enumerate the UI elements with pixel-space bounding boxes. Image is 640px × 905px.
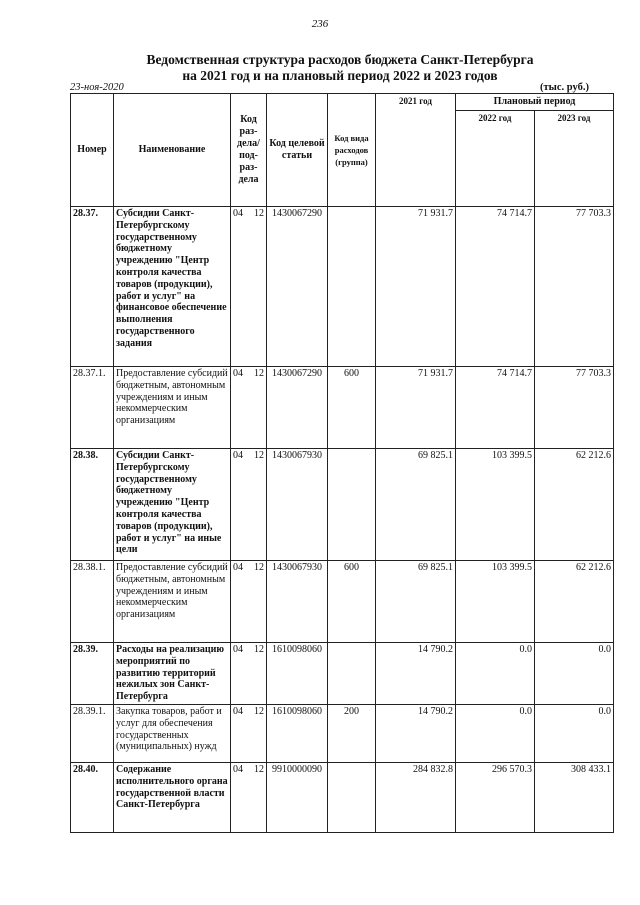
section-code: 04 xyxy=(233,208,243,219)
row-name: Субсидии Санкт-Петербургскому государственному бюджетному учреждению "Центр контроля качества товаров (продукции), работ и услуг" на финансовое обеспечение выполнения государственного задания xyxy=(114,207,231,367)
row-amount-2022: 74 714.7 xyxy=(456,207,535,367)
row-amount-2023: 77 703.3 xyxy=(535,207,614,367)
row-number: 28.37. xyxy=(71,207,114,367)
title-line-1: Ведомственная структура расходов бюджета Санкт-Петербурга xyxy=(146,52,534,67)
section-code: 04 xyxy=(233,562,243,573)
row-amount-2021: 71 931.7 xyxy=(376,367,456,449)
row-amount-2023: 62 212.6 xyxy=(535,449,614,561)
row-expense-type xyxy=(328,207,376,367)
section-code: 04 xyxy=(233,450,243,461)
row-amount-2022: 74 714.7 xyxy=(456,367,535,449)
table-row xyxy=(71,704,614,762)
document-date: 23-ноя-2020 xyxy=(70,82,124,93)
row-amount-2021: 284 832.8 xyxy=(376,762,456,832)
row-name: Предоставление субсидий бюджетным, автономным учреждениям и иным некоммерческим организациям xyxy=(114,561,231,643)
document-title xyxy=(80,52,600,84)
row-amount-2022: 0.0 xyxy=(456,704,535,762)
row-expense-type: 200 xyxy=(328,704,376,762)
row-amount-2023: 308 433.1 xyxy=(535,762,614,832)
table-body xyxy=(71,207,614,833)
title-line-2: на 2021 год и на плановый период 2022 и 2023 годов xyxy=(182,68,498,83)
subsection-code: 12 xyxy=(254,562,264,573)
header-number: Номер xyxy=(71,94,114,207)
table-row xyxy=(71,207,614,367)
row-target-code: 1430067930 xyxy=(267,449,328,561)
row-amount-2023: 0.0 xyxy=(535,704,614,762)
section-code: 04 xyxy=(233,705,243,717)
table-row xyxy=(71,367,614,449)
row-expense-type xyxy=(328,762,376,832)
subsection-code: 12 xyxy=(254,368,264,379)
row-number: 28.37.1. xyxy=(71,367,114,449)
header-target: Код целевой статьи xyxy=(267,94,328,207)
units-label: (тыс. руб.) xyxy=(540,82,589,93)
row-expense-type xyxy=(328,449,376,561)
table-row xyxy=(71,643,614,705)
row-amount-2022: 103 399.5 xyxy=(456,561,535,643)
row-number: 28.40. xyxy=(71,762,114,832)
table-row xyxy=(71,762,614,832)
row-number: 28.38.1. xyxy=(71,561,114,643)
header-2022: 2022 год xyxy=(456,111,535,207)
row-number: 28.39.1. xyxy=(71,704,114,762)
row-expense-type xyxy=(328,643,376,705)
row-number: 28.38. xyxy=(71,449,114,561)
row-target-code: 1430067290 xyxy=(267,367,328,449)
row-amount-2023: 77 703.3 xyxy=(535,367,614,449)
row-expense-type: 600 xyxy=(328,367,376,449)
page-number: 236 xyxy=(311,18,329,30)
budget-table xyxy=(70,93,614,833)
section-code: 04 xyxy=(233,368,243,379)
subsection-code: 12 xyxy=(254,208,264,219)
row-target-code: 1610098060 xyxy=(267,704,328,762)
row-section-code xyxy=(231,367,267,449)
row-target-code: 1430067290 xyxy=(267,207,328,367)
row-target-code: 1430067930 xyxy=(267,561,328,643)
row-amount-2021: 71 931.7 xyxy=(376,207,456,367)
row-amount-2023: 0.0 xyxy=(535,643,614,705)
row-amount-2021: 69 825.1 xyxy=(376,561,456,643)
row-amount-2021: 14 790.2 xyxy=(376,643,456,705)
subsection-code: 12 xyxy=(254,705,264,717)
subsection-code: 12 xyxy=(254,644,264,655)
section-code: 04 xyxy=(233,763,243,775)
row-name: Расходы на реализацию мероприятий по развитию территорий нежилых зон Санкт-Петербурга xyxy=(114,643,231,705)
table-row xyxy=(71,449,614,561)
row-name: Содержание исполнительного органа государственной власти Санкт-Петербурга xyxy=(114,762,231,832)
row-section-code xyxy=(231,207,267,367)
row-number: 28.39. xyxy=(71,643,114,705)
row-target-code: 1610098060 xyxy=(267,643,328,705)
row-amount-2021: 14 790.2 xyxy=(376,704,456,762)
row-name: Субсидии Санкт-Петербургскому государственному бюджетному учреждению "Центр контроля качества товаров (продукции), работ и услуг" на иные цели xyxy=(114,449,231,561)
row-name: Предоставление субсидий бюджетным, автономным учреждениям и иным некоммерческим организациям xyxy=(114,367,231,449)
row-amount-2023: 62 212.6 xyxy=(535,561,614,643)
header-row xyxy=(71,94,614,111)
row-section-code xyxy=(231,643,267,705)
header-planning-period: Плановый период xyxy=(456,94,614,111)
subsection-code: 12 xyxy=(254,450,264,461)
header-name: Наименование xyxy=(114,94,231,207)
row-amount-2022: 0.0 xyxy=(456,643,535,705)
row-amount-2021: 69 825.1 xyxy=(376,449,456,561)
header-expense-type: Код вида расходов (группа) xyxy=(328,94,376,207)
subsection-code: 12 xyxy=(254,763,264,775)
header-section: Код раз-дела/ под-раз-дела xyxy=(231,94,267,207)
header-2021: 2021 год xyxy=(376,94,456,207)
row-section-code xyxy=(231,704,267,762)
row-amount-2022: 296 570.3 xyxy=(456,762,535,832)
row-section-code xyxy=(231,561,267,643)
table-row xyxy=(71,561,614,643)
row-amount-2022: 103 399.5 xyxy=(456,449,535,561)
row-section-code xyxy=(231,449,267,561)
row-target-code: 9910000090 xyxy=(267,762,328,832)
row-expense-type: 600 xyxy=(328,561,376,643)
section-code: 04 xyxy=(233,644,243,655)
row-section-code xyxy=(231,762,267,832)
row-name: Закупка товаров, работ и услуг для обеспечения государственных (муниципальных) нужд xyxy=(114,704,231,762)
header-2023: 2023 год xyxy=(535,111,614,207)
